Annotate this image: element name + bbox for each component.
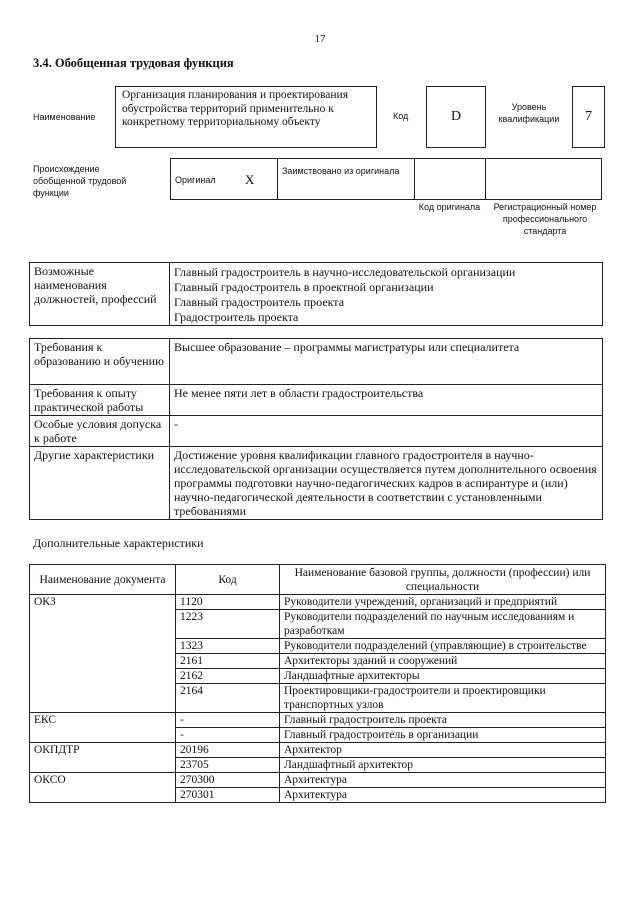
borrowed-cell: [278, 159, 415, 199]
name-cell: Архитектура: [280, 773, 606, 788]
name-cell: Ландшафтный архитектор: [280, 758, 606, 773]
code-cell: -: [176, 728, 280, 743]
position-item: Главный градостроитель в научно-исследовательской организации: [174, 265, 516, 279]
additional-title: Дополнительные характеристики: [33, 536, 204, 550]
doc-cell: ОКЗ: [30, 595, 176, 713]
doc-cell: ЕКС: [30, 713, 176, 743]
section-title: 3.4. Обобщенная трудовая функция: [33, 56, 234, 70]
code-value: D: [426, 86, 486, 148]
code-cell: 20196: [176, 743, 280, 758]
origin-label: Происхождение обобщенной трудовой функции: [33, 164, 127, 198]
origin-code-cell: [415, 159, 486, 199]
level-value: 7: [572, 86, 605, 148]
positions-list: [170, 263, 603, 326]
name-cell: Главный градостроитель проекта: [280, 713, 606, 728]
table-row: [30, 773, 606, 788]
original-cell: [171, 159, 278, 199]
doc-cell: ОКСО: [30, 773, 176, 803]
name-cell: Архитекторы зданий и сооружений: [280, 654, 606, 669]
table-row: [30, 713, 606, 728]
code-cell: 1323: [176, 639, 280, 654]
col-header-code: Код: [176, 565, 280, 595]
reg-number-caption: Регистрационный номер профессионального стандарта: [493, 202, 597, 236]
name-cell: Руководители учреждений, организаций и предприятий: [280, 595, 606, 610]
borrowed-label: Заимствовано из оригинала: [282, 166, 400, 176]
code-cell: 2162: [176, 669, 280, 684]
code-cell: 1120: [176, 595, 280, 610]
name-cell: Руководители подразделений по научным исследованиям и разработкам: [280, 610, 606, 639]
original-label: Оригинал: [175, 175, 216, 185]
req-experience-label: Требования к опыту практической работы: [30, 385, 170, 416]
code-cell: 270301: [176, 788, 280, 803]
origin-row: [170, 158, 602, 200]
origin-code-caption: Код оригинала: [418, 202, 481, 212]
reg-number-cell: [486, 159, 602, 199]
name-cell: Проектировщики-градостроители и проектировщики транспортных узлов: [280, 684, 606, 713]
function-name: Организация планирования и проектирования обустройства территорий применительно к конкретному территориальному объекту: [115, 86, 377, 148]
table-row: [30, 743, 606, 758]
position-item: Главный градостроитель проекта: [174, 295, 345, 309]
original-mark: X: [245, 172, 255, 187]
code-cell: 1223: [176, 610, 280, 639]
req-education-label: Требования к образованию и обучению: [30, 339, 170, 385]
positions-label: Возможные наименования должностей, профессий: [30, 263, 170, 326]
additional-table: [29, 564, 606, 803]
code-label: Код: [393, 111, 409, 121]
req-experience-value: Не менее пяти лет в области градостроительства: [170, 385, 603, 416]
requirements-table: [29, 338, 603, 520]
position-item: Главный градостроитель в проектной организации: [174, 280, 434, 294]
req-other-label: Другие характеристики: [30, 447, 170, 520]
position-item: Градостроитель проекта: [174, 310, 299, 324]
req-conditions-value: -: [170, 416, 603, 447]
name-cell: Главный градостроитель в организации: [280, 728, 606, 743]
code-cell: 23705: [176, 758, 280, 773]
req-education-value: Высшее образование – программы магистратуры или специалитета: [170, 339, 603, 385]
col-header-document: Наименование документа: [30, 565, 176, 595]
level-label: Уровень квалификации: [498, 102, 560, 124]
name-cell: Архитектура: [280, 788, 606, 803]
code-cell: -: [176, 713, 280, 728]
req-other-value: Достижение уровня квалификации главного градостроителя в научно-исследовательской организации осуществляется путем дополнительного освоения программы подготовки научно-педагогических кадров в аспирантуре и (или) научно-педагогической деятельности в соответствии с установленными требованиями: [170, 447, 603, 520]
name-cell: Ландшафтные архитекторы: [280, 669, 606, 684]
positions-table: [29, 262, 603, 326]
code-cell: 2164: [176, 684, 280, 713]
page-number: 17: [314, 33, 326, 45]
code-cell: 270300: [176, 773, 280, 788]
req-conditions-label: Особые условия допуска к работе: [30, 416, 170, 447]
code-cell: 2161: [176, 654, 280, 669]
name-cell: Архитектор: [280, 743, 606, 758]
name-cell: Руководители подразделений (управляющие) в строительстве: [280, 639, 606, 654]
col-header-name: Наименование базовой группы, должности (профессии) или специальности: [280, 565, 606, 595]
name-label: Наименование: [33, 112, 96, 122]
table-row: [30, 595, 606, 610]
doc-cell: ОКПДТР: [30, 743, 176, 773]
